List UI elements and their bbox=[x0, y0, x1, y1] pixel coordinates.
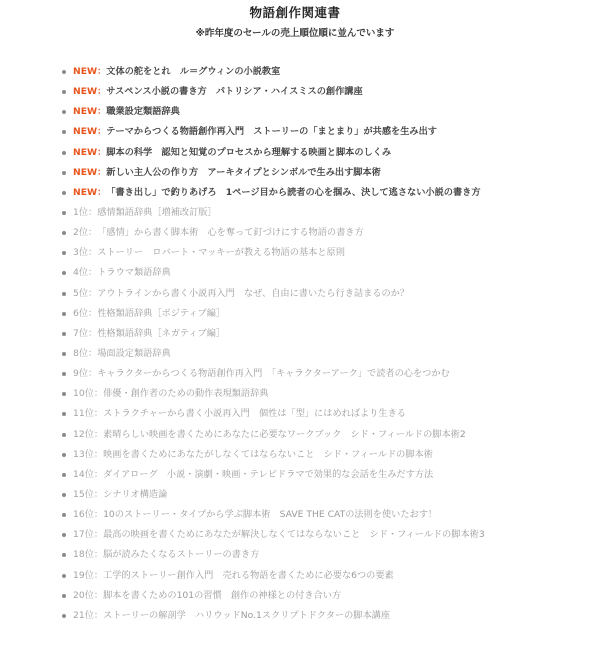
list-item-rank-14[interactable] bbox=[62, 467, 582, 487]
rank-label: 4位： bbox=[73, 267, 98, 279]
bullet-icon bbox=[62, 614, 66, 618]
rank-label: 13位： bbox=[73, 448, 104, 460]
list-item-rank-3[interactable] bbox=[62, 245, 582, 265]
book-title-link[interactable]: 素晴らしい映画を書くためにあなたに必要なワークブック シド・フィールドの脚本術2 bbox=[103, 428, 466, 440]
new-badge: NEW： bbox=[73, 106, 107, 118]
bullet-icon bbox=[62, 574, 66, 578]
bullet-icon bbox=[62, 231, 66, 235]
page-title: 物語創作関連書 bbox=[249, 5, 341, 20]
bullet-icon bbox=[62, 332, 66, 336]
list-item-rank-5[interactable] bbox=[62, 286, 582, 306]
list-item-rank-10[interactable] bbox=[62, 386, 582, 406]
bullet-icon bbox=[62, 292, 66, 296]
book-title-link[interactable]: 脳が読みたくなるストーリーの書き方 bbox=[103, 549, 260, 561]
book-title-link[interactable]: 「書き出し」で釣りあげろ 1ページ目から読者の心を掴み、決して逃さない小説の書き方 bbox=[106, 186, 481, 198]
rank-label: 19位： bbox=[73, 569, 104, 581]
bullet-icon bbox=[62, 90, 66, 94]
list-item-new-6[interactable] bbox=[62, 165, 582, 185]
bullet-icon bbox=[62, 433, 66, 437]
list-item-new-5[interactable] bbox=[62, 145, 582, 165]
bullet-icon bbox=[62, 130, 66, 134]
bullet-icon bbox=[62, 191, 66, 195]
list-item-rank-19[interactable] bbox=[62, 568, 582, 588]
new-badge: NEW： bbox=[73, 186, 107, 198]
book-title-link[interactable]: 新しい主人公の作り方 アーキタイプとシンボルで生み出す脚本術 bbox=[106, 166, 381, 178]
book-title-link[interactable]: 性格類語辞典［ネガティブ編］ bbox=[97, 327, 226, 339]
bullet-icon bbox=[62, 372, 66, 376]
bullet-icon bbox=[62, 151, 66, 155]
list-item-rank-16[interactable] bbox=[62, 507, 582, 527]
list-item-new-2[interactable] bbox=[62, 84, 582, 104]
book-title-link[interactable]: テーマからつくる物語創作再入門 ストーリーの「まとまり」が共感を生み出す bbox=[106, 126, 437, 138]
book-title-link[interactable]: アウトラインから書く小説再入門 なぜ、自由に書いたら行き詰まるのか？ bbox=[97, 287, 410, 299]
page-subtitle: ※昨年度のセールの売上順位順に並んでいます bbox=[195, 28, 395, 39]
list-item-rank-2[interactable] bbox=[62, 225, 582, 245]
bullet-icon bbox=[62, 271, 66, 275]
bullet-icon bbox=[62, 513, 66, 517]
list-item-new-3[interactable] bbox=[62, 104, 582, 124]
rank-label: 17位： bbox=[73, 529, 104, 541]
rank-label: 7位： bbox=[73, 327, 98, 339]
book-title-link[interactable]: 最高の映画を書くためにあなたが解決しなくてはならないこと シド・フィールドの脚本術3 bbox=[103, 529, 485, 541]
bullet-icon bbox=[62, 70, 66, 74]
rank-label: 16位： bbox=[73, 509, 104, 521]
book-title-link[interactable]: 脚本の科学 認知と知覚のプロセスから理解する映画と脚本のしくみ bbox=[106, 146, 392, 158]
book-list bbox=[62, 64, 582, 628]
rank-label: 18位： bbox=[73, 549, 104, 561]
bullet-icon bbox=[62, 312, 66, 316]
book-title-link[interactable]: ストラクチャーから書く小説再入門 個性は「型」にはめればより生きる bbox=[103, 408, 406, 420]
list-item-rank-12[interactable] bbox=[62, 427, 582, 447]
bullet-icon bbox=[62, 493, 66, 497]
new-badge: NEW： bbox=[73, 86, 107, 98]
rank-label: 20位： bbox=[73, 589, 104, 601]
list-item-rank-4[interactable] bbox=[62, 265, 582, 285]
book-title-link[interactable]: 職業設定類語辞典 bbox=[106, 106, 180, 118]
rank-label: 3位： bbox=[73, 247, 98, 259]
rank-label: 11位： bbox=[73, 408, 104, 420]
book-title-link[interactable]: シナリオ構造論 bbox=[103, 488, 168, 500]
list-item-rank-9[interactable] bbox=[62, 366, 582, 386]
rank-label: 14位： bbox=[73, 468, 104, 480]
list-item-rank-8[interactable] bbox=[62, 346, 582, 366]
list-item-rank-20[interactable] bbox=[62, 588, 582, 608]
rank-label: 12位： bbox=[73, 428, 104, 440]
list-item-rank-18[interactable] bbox=[62, 547, 582, 567]
bullet-icon bbox=[62, 352, 66, 356]
new-badge: NEW： bbox=[73, 66, 107, 77]
list-item-rank-13[interactable] bbox=[62, 447, 582, 467]
rank-label: 15位： bbox=[73, 488, 104, 500]
rank-label: 5位： bbox=[73, 287, 98, 299]
book-title-link[interactable]: 性格類語辞典［ポジティブ編］ bbox=[97, 307, 226, 319]
book-title-link[interactable]: ダイアローグ 小説・演劇・映画・テレビドラマで効果的な会話を生みだす方法 bbox=[103, 468, 434, 480]
list-item-new-4[interactable] bbox=[62, 124, 582, 144]
bullet-icon bbox=[62, 251, 66, 255]
book-title-link[interactable]: 文体の舵をとれ ル＝グウィンの小説教室 bbox=[106, 66, 281, 77]
rank-label: 2位： bbox=[73, 227, 98, 239]
list-item-rank-15[interactable] bbox=[62, 487, 582, 507]
rank-label: 1位： bbox=[73, 206, 98, 218]
book-title-link[interactable]: キャラクターからつくる物語創作再入門 「キャラクターアーク」で読者の心をつかむ bbox=[97, 368, 450, 380]
book-title-link[interactable]: 俳優・創作者のための動作表現類語辞典 bbox=[103, 388, 269, 400]
rank-label: 8位： bbox=[73, 347, 98, 359]
bullet-icon bbox=[62, 533, 66, 537]
new-badge: NEW： bbox=[73, 146, 107, 158]
list-item-rank-17[interactable] bbox=[62, 527, 582, 547]
list-item-rank-21[interactable] bbox=[62, 608, 582, 628]
bullet-icon bbox=[62, 473, 66, 477]
new-badge: NEW： bbox=[73, 126, 107, 138]
book-title-link[interactable]: ストーリー ロバート・マッキーが教える物語の基本と原則 bbox=[97, 247, 345, 259]
list-item-rank-11[interactable] bbox=[62, 406, 582, 426]
rank-label: 21位： bbox=[73, 609, 104, 621]
list-item-rank-6[interactable] bbox=[62, 306, 582, 326]
bullet-icon bbox=[62, 392, 66, 396]
book-title-link[interactable]: 脚本を書くための101の習慣 創作の神様との付き合い方 bbox=[103, 589, 342, 601]
bullet-icon bbox=[62, 171, 66, 175]
book-title-link[interactable]: 場面設定類語辞典 bbox=[97, 347, 171, 359]
book-title-link[interactable]: 工学的ストーリー創作入門 売れる物語を書くために必要な6つの要素 bbox=[103, 569, 394, 581]
book-title-link[interactable]: サスペンス小説の書き方 パトリシア・ハイスミスの創作講座 bbox=[106, 86, 363, 98]
list-item-rank-1[interactable] bbox=[62, 205, 582, 225]
book-title-link[interactable]: トラウマ類語辞典 bbox=[97, 267, 171, 279]
bullet-icon bbox=[62, 453, 66, 457]
bullet-icon bbox=[62, 594, 66, 598]
bullet-icon bbox=[62, 553, 66, 557]
book-title-link[interactable]: 感情類語辞典［増補改訂版］ bbox=[97, 206, 217, 218]
rank-label: 10位： bbox=[73, 388, 104, 400]
rank-label: 6位： bbox=[73, 307, 98, 319]
list-item-rank-7[interactable] bbox=[62, 326, 582, 346]
book-title-link[interactable]: 10のストーリー・タイプから学ぶ脚本術 SAVE THE CATの法則を使いたおす！ bbox=[103, 509, 438, 521]
bullet-icon bbox=[62, 110, 66, 114]
book-title-link[interactable]: 「感情」から書く脚本術 心を奪って釘づけにする物語の書き方 bbox=[97, 227, 364, 239]
list-item-new-7[interactable] bbox=[62, 185, 582, 205]
bullet-icon bbox=[62, 211, 66, 215]
list-item-new-1[interactable] bbox=[62, 64, 582, 84]
book-title-link[interactable]: 映画を書くためにあなたがしなくてはならないこと シド・フィールドの脚本術 bbox=[103, 448, 433, 460]
new-badge: NEW： bbox=[73, 166, 107, 178]
book-title-link[interactable]: ストーリーの解剖学 ハリウッドNo.1スクリプトドクターの脚本講座 bbox=[103, 609, 391, 621]
rank-label: 9位： bbox=[73, 368, 98, 380]
bullet-icon bbox=[62, 412, 66, 416]
